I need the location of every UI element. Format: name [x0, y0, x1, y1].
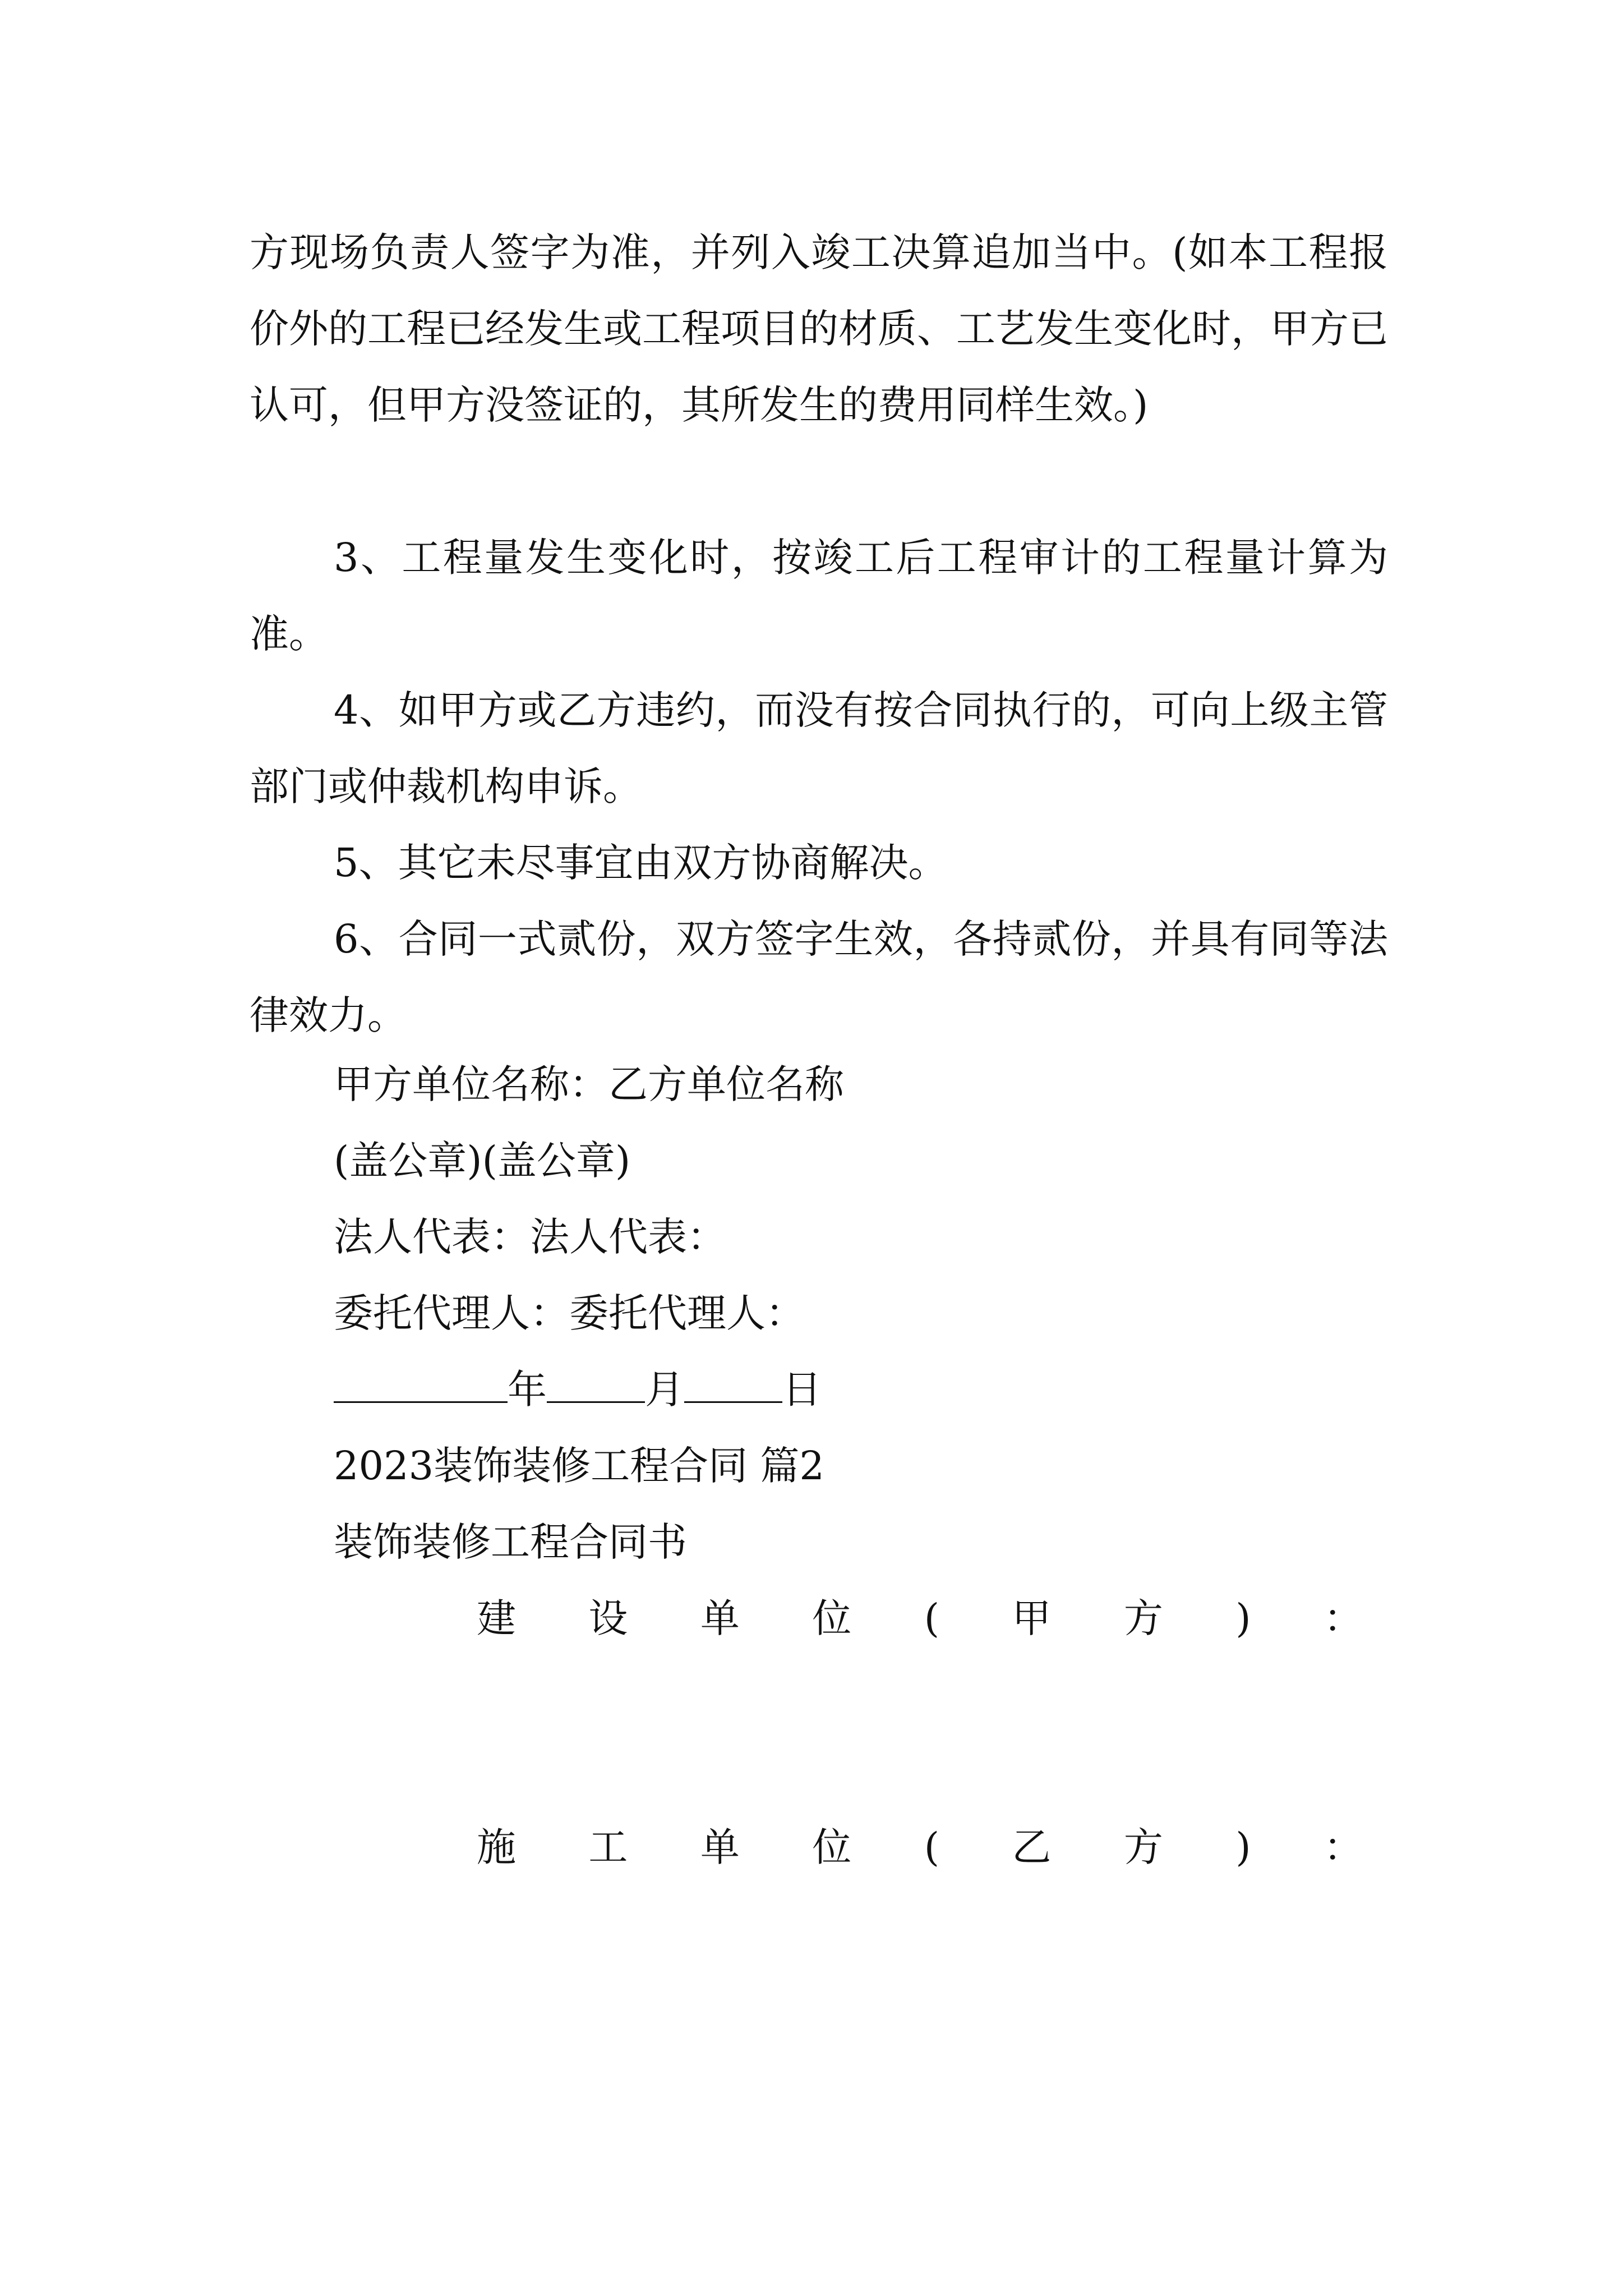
seal-line: (盖公章)(盖公章)	[334, 1138, 631, 1184]
contractor-char: 乙	[1012, 1824, 1052, 1870]
section-heading: 2023装饰装修工程合同 篇2	[334, 1443, 824, 1489]
year-label: 年	[508, 1366, 547, 1412]
year-blank	[334, 1368, 508, 1403]
month-label: 月	[645, 1366, 684, 1412]
agent-line: 委托代理人：委托代理人：	[334, 1290, 805, 1336]
owner-char: 建	[477, 1595, 516, 1641]
owner-unit-line	[477, 1593, 1363, 1644]
owner-char: 设	[588, 1595, 628, 1641]
contractor-char: (	[924, 1824, 939, 1870]
date-line	[334, 1364, 822, 1415]
contractor-char: 工	[588, 1824, 628, 1870]
owner-char: 单	[700, 1595, 740, 1641]
paragraph-clause-6: 6、合同一式贰份，双方签字生效，各持贰份，并具有同等法律效力。	[250, 916, 1388, 1038]
contractor-char: 单	[700, 1824, 740, 1870]
paragraph-clause-5: 5、其它未尽事宜由双方协商解决。	[334, 840, 948, 886]
day-label: 日	[782, 1366, 822, 1412]
day-blank	[684, 1368, 782, 1403]
owner-char: 甲	[1012, 1595, 1052, 1641]
unit-names-line: 甲方单位名称：乙方单位名称	[334, 1061, 844, 1107]
contract-title: 装饰装修工程合同书	[334, 1519, 687, 1565]
paragraph-clause-3: 3、工程量发生变化时，按竣工后工程审计的工程量计算为准。	[250, 535, 1388, 657]
contractor-char: ：	[1324, 1824, 1363, 1870]
owner-char: (	[924, 1595, 939, 1641]
contractor-unit-line	[477, 1822, 1363, 1872]
legal-rep-line: 法人代表：法人代表：	[334, 1214, 726, 1260]
owner-char: 位	[812, 1595, 852, 1641]
month-blank	[547, 1368, 645, 1403]
paragraph-cost-adjustment: 方现场负责人签字为准，并列入竣工决算追加当中。(如本工程报价外的工程已经发生或工程项目的材质、工艺发生变化时，甲方已认可，但甲方没签证的，其所发生的费用同样生效。)	[250, 229, 1388, 428]
contractor-char: 施	[477, 1824, 516, 1870]
contractor-char: )	[1235, 1824, 1251, 1870]
contractor-char: 位	[812, 1824, 852, 1870]
owner-char: 方	[1123, 1595, 1163, 1641]
owner-char: )	[1235, 1595, 1251, 1641]
contractor-char: 方	[1123, 1824, 1163, 1870]
owner-char: ：	[1324, 1595, 1363, 1641]
paragraph-clause-4: 4、如甲方或乙方违约，而没有按合同执行的，可向上级主管部门或仲裁机构申诉。	[250, 687, 1388, 809]
